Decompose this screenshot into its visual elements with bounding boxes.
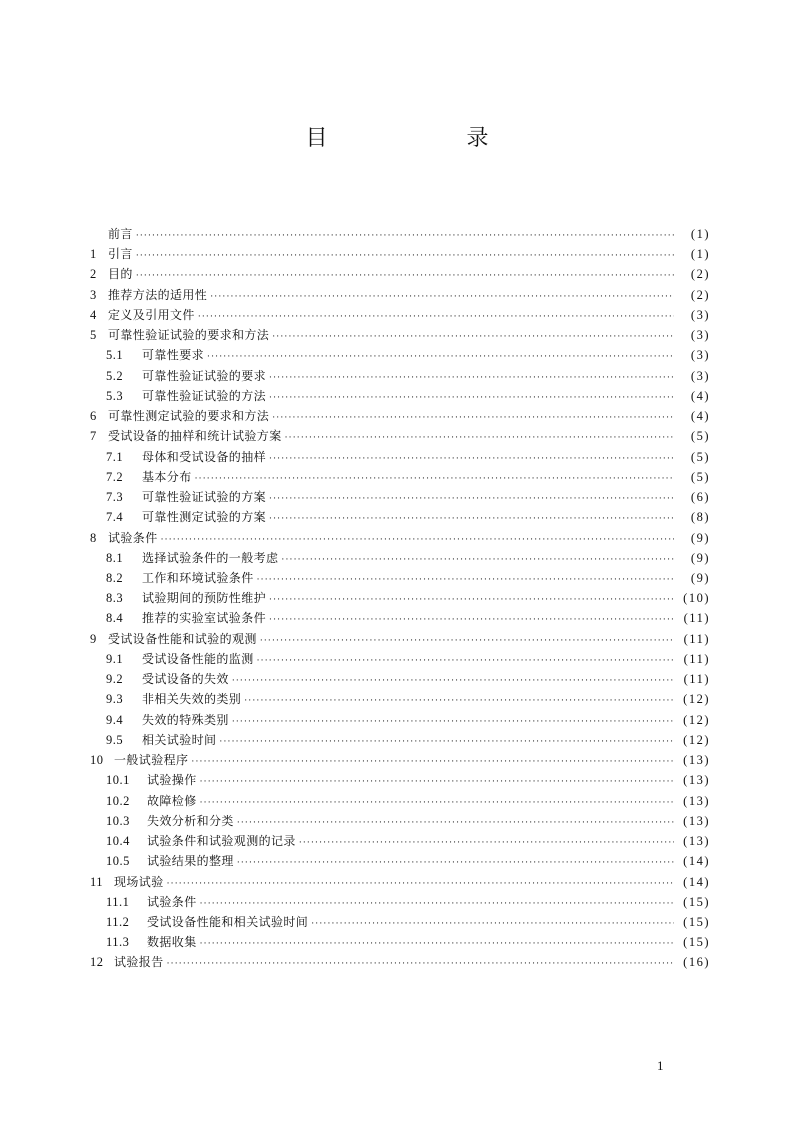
toc-entry <box>90 569 710 589</box>
toc-entry <box>90 245 710 265</box>
toc-entry-number: 5.2 <box>106 368 124 383</box>
toc-entry-page: (11) <box>683 651 710 666</box>
toc-entry-page: (13) <box>683 753 710 768</box>
toc-leader-dots <box>311 919 674 929</box>
toc-entry-label: 目的 <box>108 267 133 282</box>
toc-entry-label: 引言 <box>108 247 133 262</box>
toc-leader-dots <box>281 555 674 565</box>
toc-entry-label: 前言 <box>108 227 133 241</box>
toc-entry-number: 10.3 <box>106 813 130 828</box>
toc-entry <box>90 953 710 973</box>
toc-entry-page: (4) <box>690 409 710 424</box>
toc-leader-dots <box>195 474 674 484</box>
toc-entry <box>90 630 710 650</box>
toc-entry-number: 8 <box>90 530 97 545</box>
toc-leader-dots <box>237 818 674 828</box>
toc-leader-dots <box>210 292 674 302</box>
toc-entry-page: (11) <box>683 611 710 626</box>
toc-leader-dots <box>269 595 674 605</box>
toc-entry-page: (2) <box>690 287 710 302</box>
toc-entry-page: (9) <box>690 550 710 565</box>
toc-entry-page: (13) <box>683 793 710 808</box>
toc-entry <box>90 690 710 710</box>
toc-entry-label: 一般试验程序 <box>114 753 189 768</box>
toc-entry <box>90 387 710 407</box>
toc-leader-dots <box>257 656 674 666</box>
toc-entry <box>90 812 710 832</box>
toc-entry-label: 可靠性验证试验的方法 <box>142 388 267 403</box>
toc-entry-page: (12) <box>683 692 710 707</box>
toc-entry-number: 9.1 <box>106 651 124 666</box>
toc-entry <box>90 731 710 751</box>
toc-entry-number: 12 <box>90 955 104 970</box>
toc-entry-number: 4 <box>90 307 97 322</box>
toc-leader-dots <box>136 231 674 241</box>
toc-entry-number: 7.4 <box>106 510 124 525</box>
toc-entry-page: (1) <box>690 227 710 241</box>
toc-leader-dots <box>299 838 674 848</box>
toc-leader-dots <box>257 575 674 585</box>
toc-entry-page: (3) <box>690 307 710 322</box>
toc-leader-dots <box>167 959 674 969</box>
toc-leader-dots <box>260 636 674 646</box>
toc-entry <box>90 751 710 771</box>
toc-entry-number: 3 <box>90 287 97 302</box>
toc-leader-dots <box>232 717 674 727</box>
toc-entry-page: (3) <box>690 328 710 343</box>
toc-entry-number: 2 <box>90 267 97 282</box>
toc-leader-dots <box>219 737 674 747</box>
toc-entry <box>90 852 710 872</box>
toc-entry <box>90 326 710 346</box>
toc-leader-dots <box>200 777 674 787</box>
toc-entry-label: 故障检修 <box>147 793 197 808</box>
toc-leader-dots <box>269 615 674 625</box>
toc-entry-label: 试验操作 <box>147 773 197 788</box>
toc-entry-number: 1 <box>90 247 97 262</box>
toc-entry <box>90 893 710 913</box>
toc-entry-number: 7.1 <box>106 449 124 464</box>
toc-leader-dots <box>198 312 674 322</box>
toc-entry <box>90 589 710 609</box>
toc-entry-page: (12) <box>683 732 710 747</box>
toc-entry <box>90 286 710 306</box>
toc-entry-label: 数据收集 <box>147 935 197 950</box>
toc-entry-number: 7 <box>90 429 97 444</box>
toc-entry-label: 可靠性要求 <box>142 348 205 363</box>
toc-entry-label: 试验期间的预防性维护 <box>142 591 267 606</box>
toc-leader-dots <box>136 271 674 281</box>
toc-entry-label: 试验条件 <box>108 530 158 545</box>
toc-entry-label: 推荐方法的适用性 <box>108 287 208 302</box>
toc-entry-page: (11) <box>683 631 710 646</box>
toc-leader-dots <box>269 514 674 524</box>
toc-entry-label: 母体和受试设备的抽样 <box>142 449 267 464</box>
toc-entry <box>90 448 710 468</box>
toc-entry-page: (13) <box>683 813 710 828</box>
toc-entry-page: (10) <box>683 591 710 606</box>
toc-leader-dots <box>269 373 674 383</box>
toc-entry <box>90 346 710 366</box>
toc-entry-page: (8) <box>690 510 710 525</box>
toc-entry-page: (5) <box>690 429 710 444</box>
toc-entry-label: 相关试验时间 <box>142 732 217 747</box>
toc-leader-dots <box>272 332 674 342</box>
toc-entry-label: 受试设备的抽样和统计试验方案 <box>108 429 282 444</box>
toc-entry-page: (15) <box>683 935 710 950</box>
toc-leader-dots <box>269 393 674 403</box>
toc-entry-label: 非相关失效的类别 <box>142 692 242 707</box>
toc-entry <box>90 711 710 731</box>
toc-entry-label: 试验结果的整理 <box>147 854 234 869</box>
toc-entry <box>90 407 710 427</box>
toc-entry-number: 10.4 <box>106 834 130 849</box>
toc-entry <box>90 650 710 670</box>
toc-entry-label: 失效的特殊类别 <box>142 712 229 727</box>
toc-entry <box>90 468 710 488</box>
toc-entry-number: 10.5 <box>106 854 130 869</box>
toc-entry-number: 5.3 <box>106 388 124 403</box>
toc-entry-number: 9.5 <box>106 732 124 747</box>
toc-entry <box>90 873 710 893</box>
toc-entry <box>90 367 710 387</box>
toc-entry <box>90 670 710 690</box>
table-of-contents <box>90 225 710 974</box>
toc-entry <box>90 427 710 447</box>
toc-entry-number: 11.1 <box>106 894 130 909</box>
toc-entry-number: 9.2 <box>106 672 124 687</box>
toc-leader-dots <box>269 454 674 464</box>
toc-entry-label: 可靠性验证试验的方案 <box>142 490 267 505</box>
toc-leader-dots <box>269 494 674 504</box>
toc-entry-number: 10 <box>90 753 104 768</box>
toc-entry-number: 7.2 <box>106 469 124 484</box>
toc-entry-page: (5) <box>690 449 710 464</box>
toc-entry-page: (1) <box>690 247 710 262</box>
toc-entry <box>90 609 710 629</box>
toc-entry-number: 7.3 <box>106 490 124 505</box>
toc-entry-page: (14) <box>683 874 710 889</box>
toc-entry-label: 基本分布 <box>142 469 192 484</box>
toc-entry-number: 9.4 <box>106 712 124 727</box>
toc-entry-label: 工作和环境试验条件 <box>142 570 254 585</box>
toc-entry-page: (15) <box>683 894 710 909</box>
toc-entry <box>90 225 710 245</box>
toc-entry-page: (6) <box>690 490 710 505</box>
toc-leader-dots <box>244 696 674 706</box>
toc-leader-dots <box>136 251 674 261</box>
toc-entry <box>90 508 710 528</box>
toc-entry-page: (11) <box>683 672 710 687</box>
toc-entry-number: 5.1 <box>106 348 124 363</box>
toc-entry-label: 可靠性测定试验的方案 <box>142 510 267 525</box>
toc-entry-label: 失效分析和分类 <box>147 813 234 828</box>
toc-entry-label: 可靠性验证试验的要求和方法 <box>108 328 270 343</box>
toc-entry-label: 试验条件和试验观测的记录 <box>147 834 296 849</box>
toc-entry <box>90 265 710 285</box>
toc-entry-number: 8.3 <box>106 591 124 606</box>
toc-entry <box>90 933 710 953</box>
toc-entry <box>90 792 710 812</box>
toc-entry-label: 可靠性验证试验的要求 <box>142 368 267 383</box>
toc-entry-page: (5) <box>690 469 710 484</box>
toc-entry-label: 试验报告 <box>114 955 164 970</box>
toc-entry-number: 11.3 <box>106 935 130 950</box>
toc-entry-page: (3) <box>690 368 710 383</box>
toc-leader-dots <box>200 798 674 808</box>
toc-entry-page: (3) <box>690 348 710 363</box>
toc-entry-number: 8.1 <box>106 550 124 565</box>
toc-entry-label: 试验条件 <box>147 894 197 909</box>
toc-entry-label: 受试设备性能和试验的观测 <box>108 631 257 646</box>
toc-entry <box>90 529 710 549</box>
toc-entry-number: 6 <box>90 409 97 424</box>
toc-entry <box>90 771 710 791</box>
toc-entry-page: (14) <box>683 854 710 869</box>
toc-entry-page: (4) <box>690 388 710 403</box>
toc-leader-dots <box>232 676 674 686</box>
toc-leader-dots <box>191 757 674 767</box>
toc-entry-number: 8.4 <box>106 611 124 626</box>
toc-entry-page: (16) <box>683 955 710 970</box>
toc-entry-number: 9.3 <box>106 692 124 707</box>
toc-entry-page: (13) <box>683 834 710 849</box>
toc-entry-page: (15) <box>683 914 710 929</box>
toc-entry-page: (2) <box>690 267 710 282</box>
toc-entry-label: 可靠性测定试验的要求和方法 <box>108 409 270 424</box>
page-title: 目 录 <box>305 126 555 151</box>
toc-leader-dots <box>200 899 674 909</box>
toc-entry <box>90 306 710 326</box>
toc-entry-page: (9) <box>690 530 710 545</box>
page-number: 1 <box>657 1058 664 1073</box>
toc-entry-label: 现场试验 <box>114 874 164 889</box>
toc-leader-dots <box>237 858 674 868</box>
toc-leader-dots <box>207 352 674 362</box>
toc-entry <box>90 913 710 933</box>
toc-leader-dots <box>167 879 674 889</box>
toc-entry <box>90 488 710 508</box>
toc-entry-label: 选择试验条件的一般考虑 <box>142 550 279 565</box>
toc-entry-page: (9) <box>690 570 710 585</box>
toc-entry-page: (13) <box>683 773 710 788</box>
toc-entry-page: (12) <box>683 712 710 727</box>
toc-entry-number: 9 <box>90 631 97 646</box>
toc-entry-number: 11 <box>90 874 104 889</box>
toc-entry <box>90 832 710 852</box>
toc-entry-label: 受试设备性能和相关试验时间 <box>147 914 309 929</box>
toc-leader-dots <box>285 433 674 443</box>
toc-entry-number: 11.2 <box>106 914 130 929</box>
toc-entry-number: 10.1 <box>106 773 130 788</box>
toc-entry-label: 受试设备的失效 <box>142 672 229 687</box>
toc-entry-label: 受试设备性能的监测 <box>142 651 254 666</box>
toc-entry-number: 5 <box>90 328 97 343</box>
toc-entry-number: 8.2 <box>106 570 124 585</box>
toc-leader-dots <box>161 535 674 545</box>
toc-leader-dots <box>272 413 674 423</box>
toc-entry-label: 定义及引用文件 <box>108 307 195 322</box>
toc-entry <box>90 549 710 569</box>
toc-entry-number: 10.2 <box>106 793 130 808</box>
toc-leader-dots <box>200 939 674 949</box>
toc-entry-label: 推荐的实验室试验条件 <box>142 611 267 626</box>
